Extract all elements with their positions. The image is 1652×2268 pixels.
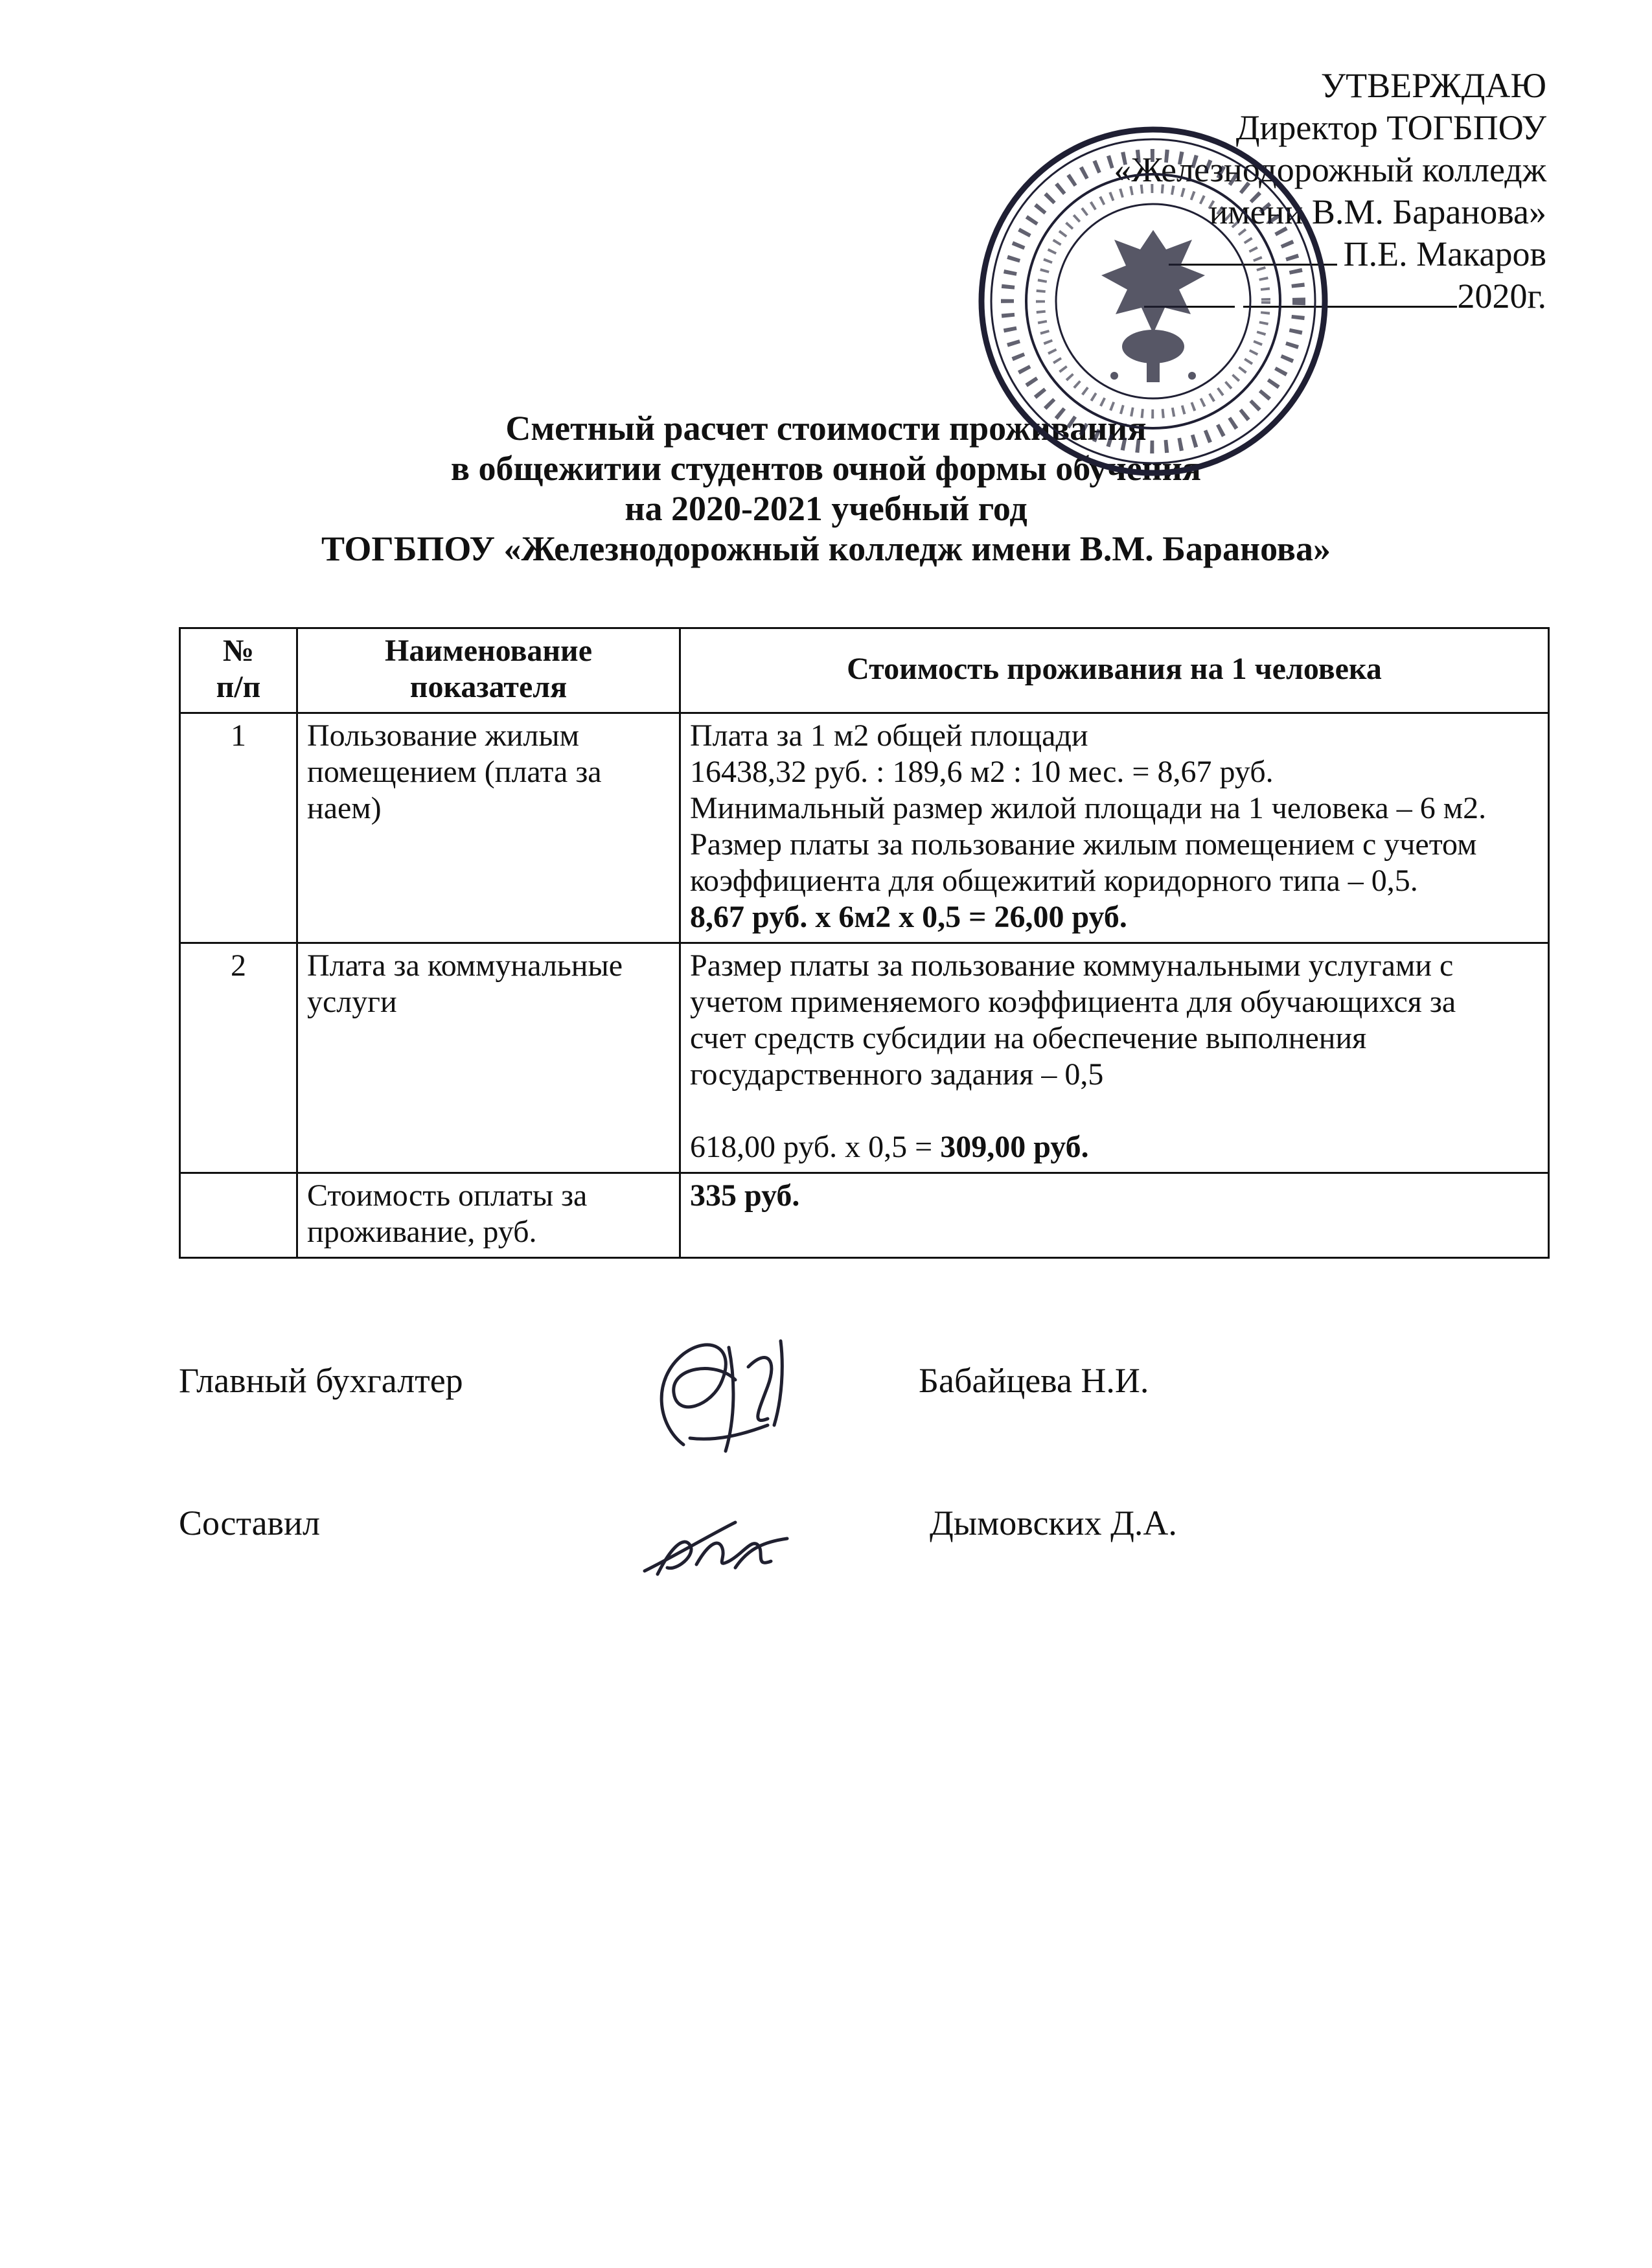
row-indicator-name: Пользование жилым помещением (плата за наем): [297, 713, 680, 943]
utilities-formula: 618,00 руб. х 0,5 = 309,00 руб.: [690, 1130, 1089, 1164]
accountant-role: Главный бухгалтер: [179, 1361, 463, 1400]
row-number: 1: [180, 713, 297, 943]
total-number: [180, 1173, 297, 1258]
table-total-row: [180, 1173, 1549, 1258]
header-cost: Стоимость проживания на 1 человека: [680, 628, 1549, 713]
director-name: П.Е. Макаров: [1343, 235, 1546, 273]
approval-year: 2020г.: [1457, 277, 1546, 315]
row-cost-description: Размер платы за пользование коммунальными услугами с учетом применяемого коэффициента для обучающихся за счет средств субсидии на обеспечение выполнения государственного задания – 0,5 618,00 руб. х 0,5 = 309,00 руб.: [680, 943, 1549, 1173]
document-title: [194, 408, 1458, 569]
compiler-role: Составил: [179, 1504, 320, 1542]
date-day-underline: [1144, 306, 1235, 308]
cost-calculation-table: [179, 627, 1550, 1259]
table-row: [180, 713, 1549, 943]
approval-position-line3: имени В.М. Баранова»: [1209, 192, 1546, 231]
approval-date-line: [963, 275, 1546, 317]
signature-underline: [1169, 235, 1337, 266]
header-indicator-name: Наименование показателя: [297, 628, 680, 713]
title-line2: в общежитии студентов очной формы обучения: [450, 449, 1202, 488]
row-number: 2: [180, 943, 297, 1173]
approval-block: [963, 65, 1546, 317]
table-header-row: [180, 628, 1549, 713]
approval-heading: УТВЕРЖДАЮ: [1320, 66, 1546, 105]
title-line1: Сметный расчет стоимости проживания: [505, 409, 1147, 448]
title-line4: ТОГБПОУ «Железнодорожный колледж имени В.М. Баранова»: [321, 529, 1331, 568]
row-cost-description: Плата за 1 м2 общей площади 16438,32 руб. : 189,6 м2 : 10 мес. = 8,67 руб. Минимальный размер жилой площади на 1 человека – 6 м2. Размер платы за пользование жилым помещением с учетом коэффициента для общежитий коридорного типа – 0,5. 8,67 руб. х 6м2 х 0,5 = 26,00 руб.: [680, 713, 1549, 943]
rent-formula: 8,67 руб. х 6м2 х 0,5 = 26,00 руб.: [690, 900, 1127, 934]
approval-position-line1: Директор ТОГБПОУ: [1235, 108, 1546, 147]
total-label: Стоимость оплаты за проживание, руб.: [297, 1173, 680, 1258]
row-indicator-name: Плата за коммунальные услуги: [297, 943, 680, 1173]
approval-signature-line: [963, 233, 1546, 275]
compiler-signature-icon: [638, 1509, 794, 1587]
header-number: № п/п: [180, 628, 297, 713]
table-row: [180, 943, 1549, 1173]
compiler-name: Дымовских Д.А.: [930, 1504, 1177, 1542]
accountant-signature-icon: [638, 1322, 807, 1464]
total-value: 335 руб.: [680, 1173, 1549, 1258]
approval-position-line2: «Железнодорожный колледж: [1114, 150, 1546, 189]
accountant-name: Бабайцева Н.И.: [919, 1361, 1149, 1400]
title-line3: на 2020-2021 учебный год: [625, 489, 1027, 528]
date-month-underline: [1243, 306, 1457, 308]
